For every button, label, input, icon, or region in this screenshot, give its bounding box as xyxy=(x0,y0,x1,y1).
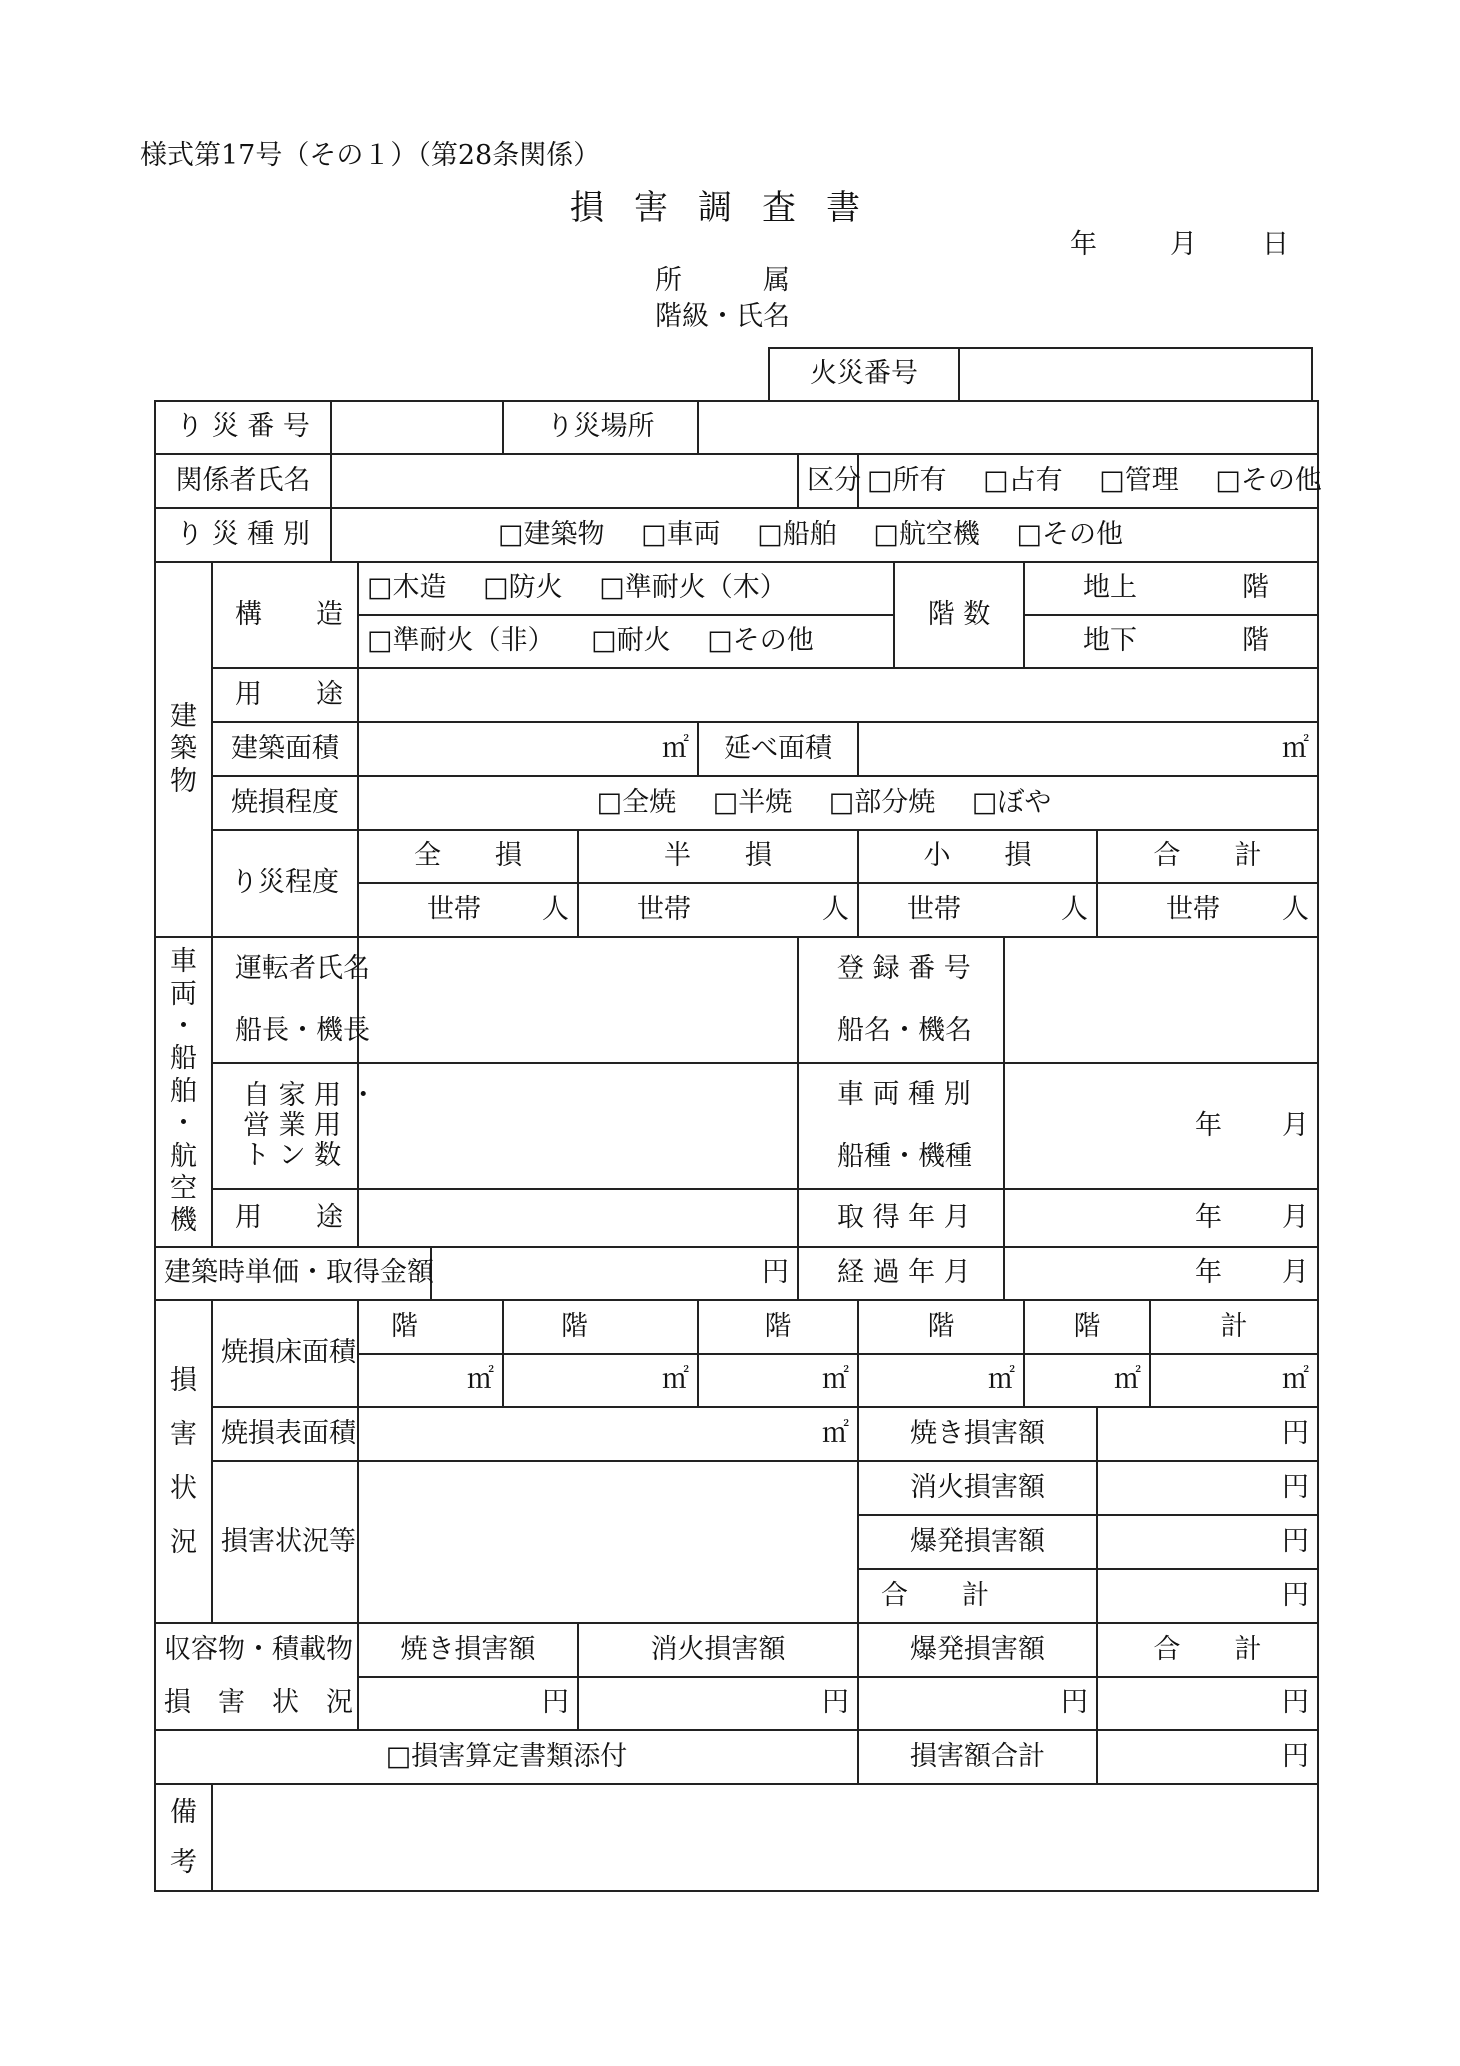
floor-col-1: 階 xyxy=(358,1300,503,1354)
checkbox-fireproof[interactable]: □防火 xyxy=(483,572,563,604)
checkbox-manage[interactable]: □管理 xyxy=(1099,464,1179,496)
floor-area-4[interactable]: ㎡ xyxy=(858,1354,1024,1407)
burn-floor-area-label: 焼損床面積 xyxy=(212,1300,358,1407)
form-number: 様式第17号（その１）（第28条関係） xyxy=(140,140,601,171)
total-floor-area-label: 延べ面積 xyxy=(698,722,858,776)
contents-explosion-field[interactable]: 円 xyxy=(858,1677,1097,1730)
degree-total-cell[interactable]: 世帯 人 xyxy=(358,883,578,937)
vehicle-use-label: 用 途 xyxy=(212,1189,358,1247)
checkbox-type-other[interactable]: □その他 xyxy=(1016,518,1123,550)
vehicle-section-label: 車 両 ・ 船 舶 ・ 航 空 機 xyxy=(155,937,212,1247)
use-label: 用 途 xyxy=(212,668,358,722)
structure-label: 構 造 xyxy=(212,562,358,668)
driver-name-field[interactable] xyxy=(358,937,798,1063)
checkbox-semi-nonwood[interactable]: □準耐火（非） xyxy=(367,625,555,657)
damage-survey-form xyxy=(154,400,1322,1892)
damage-status-label: 損害状況等 xyxy=(212,1461,358,1623)
checkbox-vehicle[interactable]: □車両 xyxy=(641,518,721,550)
floor-area-2[interactable]: ㎡ xyxy=(503,1354,698,1407)
checkbox-fire-resistant[interactable]: □耐火 xyxy=(591,625,671,657)
total-damage-field[interactable]: 円 xyxy=(1097,1730,1318,1784)
extinguish-damage-label: 消火損害額 xyxy=(858,1461,1097,1515)
contents-burn-field[interactable]: 円 xyxy=(358,1677,578,1730)
burn-degree-label: 焼損程度 xyxy=(212,776,358,830)
total-floor-area-field[interactable]: ㎡ xyxy=(858,722,1318,776)
contents-col-total: 合 計 xyxy=(1097,1623,1318,1677)
damage-total-label: 合 計 xyxy=(858,1569,1097,1623)
floor-area-1[interactable]: ㎡ xyxy=(358,1354,503,1407)
vehicle-type-field[interactable]: 年 月 xyxy=(1004,1063,1318,1189)
registration-label: 登 録 番 号 船名・機名 xyxy=(798,937,1004,1063)
floor-col-3: 階 xyxy=(698,1300,858,1354)
checkbox-wood[interactable]: □木造 xyxy=(367,572,447,604)
burn-surface-area-label: 焼損表面積 xyxy=(212,1407,358,1461)
total-damage-label: 損害額合計 xyxy=(858,1730,1097,1784)
contents-label-1: 収容物・積載物 xyxy=(155,1623,358,1677)
checkbox-half-burn[interactable]: □半焼 xyxy=(712,786,793,818)
floors-label: 階 数 xyxy=(894,562,1024,668)
damage-total-field[interactable]: 円 xyxy=(1097,1569,1318,1623)
extinguish-damage-field[interactable]: 円 xyxy=(1097,1461,1318,1515)
risai-no-label: り 災 番 号 xyxy=(155,401,331,454)
page-title: 損害調査書 xyxy=(570,188,890,228)
explosion-damage-field[interactable]: 円 xyxy=(1097,1515,1318,1569)
structure-options-row1 xyxy=(358,562,894,615)
building-section-label: 建 築 物 xyxy=(155,562,212,937)
checkbox-own[interactable]: □所有 xyxy=(867,464,947,496)
category-label: 区分 xyxy=(798,454,858,508)
date-month: 月 xyxy=(1170,229,1197,260)
degree-sum-cell[interactable]: 世帯 人 xyxy=(1097,883,1318,937)
usage-tonnage-field[interactable] xyxy=(358,1063,798,1189)
risai-type-label: り 災 種 別 xyxy=(155,508,331,562)
use-field[interactable] xyxy=(358,668,1318,722)
floor-col-total: 計 xyxy=(1150,1300,1318,1354)
risai-no-field[interactable] xyxy=(331,401,503,454)
related-person-field[interactable] xyxy=(331,454,798,508)
unit-price-label: 建築時単価・取得金額 xyxy=(155,1247,431,1300)
floor-col-5: 階 xyxy=(1024,1300,1150,1354)
floor-area-5[interactable]: ㎡ xyxy=(1024,1354,1150,1407)
floor-col-2: 階 xyxy=(503,1300,698,1354)
checkbox-building[interactable]: □建築物 xyxy=(498,518,605,550)
contents-col-extinguish: 消火損害額 xyxy=(578,1623,858,1677)
floor-col-4: 階 xyxy=(858,1300,1024,1354)
burn-degree-options xyxy=(358,776,1318,830)
risai-place-field[interactable] xyxy=(698,401,1318,454)
rank-name-label: 階級・氏名 xyxy=(655,301,790,332)
floor-area-total[interactable]: ㎡ xyxy=(1150,1354,1318,1407)
elapsed-label: 経 過 年 月 xyxy=(798,1247,1004,1300)
driver-captain-label: 運転者氏名 船長・機長 xyxy=(212,937,358,1063)
checkbox-small-fire[interactable]: □ぼや xyxy=(971,786,1052,818)
unit-price-field[interactable]: 円 xyxy=(431,1247,798,1300)
checkbox-other[interactable]: □その他 xyxy=(1215,464,1322,496)
risai-place-label: り災場所 xyxy=(503,401,698,454)
date-day: 日 xyxy=(1262,229,1289,260)
remarks-label: 備 考 xyxy=(155,1784,212,1891)
floor-area-3[interactable]: ㎡ xyxy=(698,1354,858,1407)
checkbox-partial-burn[interactable]: □部分焼 xyxy=(828,786,936,818)
building-area-field[interactable]: ㎡ xyxy=(358,722,698,776)
checkbox-ship[interactable]: □船舶 xyxy=(757,518,837,550)
category-options xyxy=(858,454,1322,508)
burn-damage-label: 焼き損害額 xyxy=(858,1407,1097,1461)
usage-tonnage-label: 自 家 用 ・ 営 業 用 ト ン 数 xyxy=(212,1063,358,1189)
acquired-date-label: 取 得 年 月 xyxy=(798,1189,1004,1247)
below-ground-cell[interactable]: 地下 階 xyxy=(1024,615,1318,668)
contents-col-burn: 焼き損害額 xyxy=(358,1623,578,1677)
above-ground-cell[interactable]: 地上 階 xyxy=(1024,562,1318,615)
risai-type-options xyxy=(331,508,1318,562)
date-year: 年 xyxy=(1070,229,1097,260)
attach-calc-docs[interactable]: □損害算定書類添付 xyxy=(155,1730,858,1784)
checkbox-semi-wood[interactable]: □準耐火（木） xyxy=(599,572,787,604)
contents-col-explosion: 爆発損害額 xyxy=(858,1623,1097,1677)
checkbox-total-burn[interactable]: □全焼 xyxy=(596,786,677,818)
elapsed-field[interactable]: 年 月 xyxy=(1004,1247,1318,1300)
degree-col-total: 全 損 xyxy=(358,830,578,883)
degree-half-cell[interactable]: 世帯 人 xyxy=(578,883,858,937)
burn-damage-field[interactable]: 円 xyxy=(1097,1407,1318,1461)
contents-total-field[interactable]: 円 xyxy=(1097,1677,1318,1730)
fire-number-label: 火災番号 xyxy=(769,348,959,401)
explosion-damage-label: 爆発損害額 xyxy=(858,1515,1097,1569)
building-area-label: 建築面積 xyxy=(212,722,358,776)
affiliation-label: 所 属 xyxy=(655,265,790,296)
vehicle-type-label: 車 両 種 別 船種・機種 xyxy=(798,1063,1004,1189)
fire-number-field[interactable] xyxy=(959,348,1312,401)
contents-label-2: 損 害 状 況 xyxy=(155,1677,358,1730)
degree-small-cell[interactable]: 世帯 人 xyxy=(858,883,1097,937)
vehicle-use-field[interactable] xyxy=(358,1189,798,1247)
checkbox-aircraft[interactable]: □航空機 xyxy=(873,518,980,550)
degree-col-small: 小 損 xyxy=(858,830,1097,883)
remarks-field[interactable] xyxy=(212,1784,1318,1891)
degree-col-half: 半 損 xyxy=(578,830,858,883)
checkbox-structure-other[interactable]: □その他 xyxy=(707,625,814,657)
structure-options-row2 xyxy=(358,615,894,668)
contents-extinguish-field[interactable]: 円 xyxy=(578,1677,858,1730)
burn-surface-area-field[interactable]: ㎡ xyxy=(358,1407,858,1461)
acquired-date-field[interactable]: 年 月 xyxy=(1004,1189,1318,1247)
damage-status-field[interactable] xyxy=(358,1461,858,1623)
registration-field[interactable] xyxy=(1004,937,1318,1063)
damage-section-label: 損 害 状 況 xyxy=(155,1300,212,1623)
checkbox-occupy[interactable]: □占有 xyxy=(983,464,1063,496)
related-person-label: 関係者氏名 xyxy=(155,454,331,508)
fire-number-box xyxy=(768,347,1313,402)
degree-col-sum: 合 計 xyxy=(1097,830,1318,883)
risai-degree-label: り災程度 xyxy=(212,830,358,937)
